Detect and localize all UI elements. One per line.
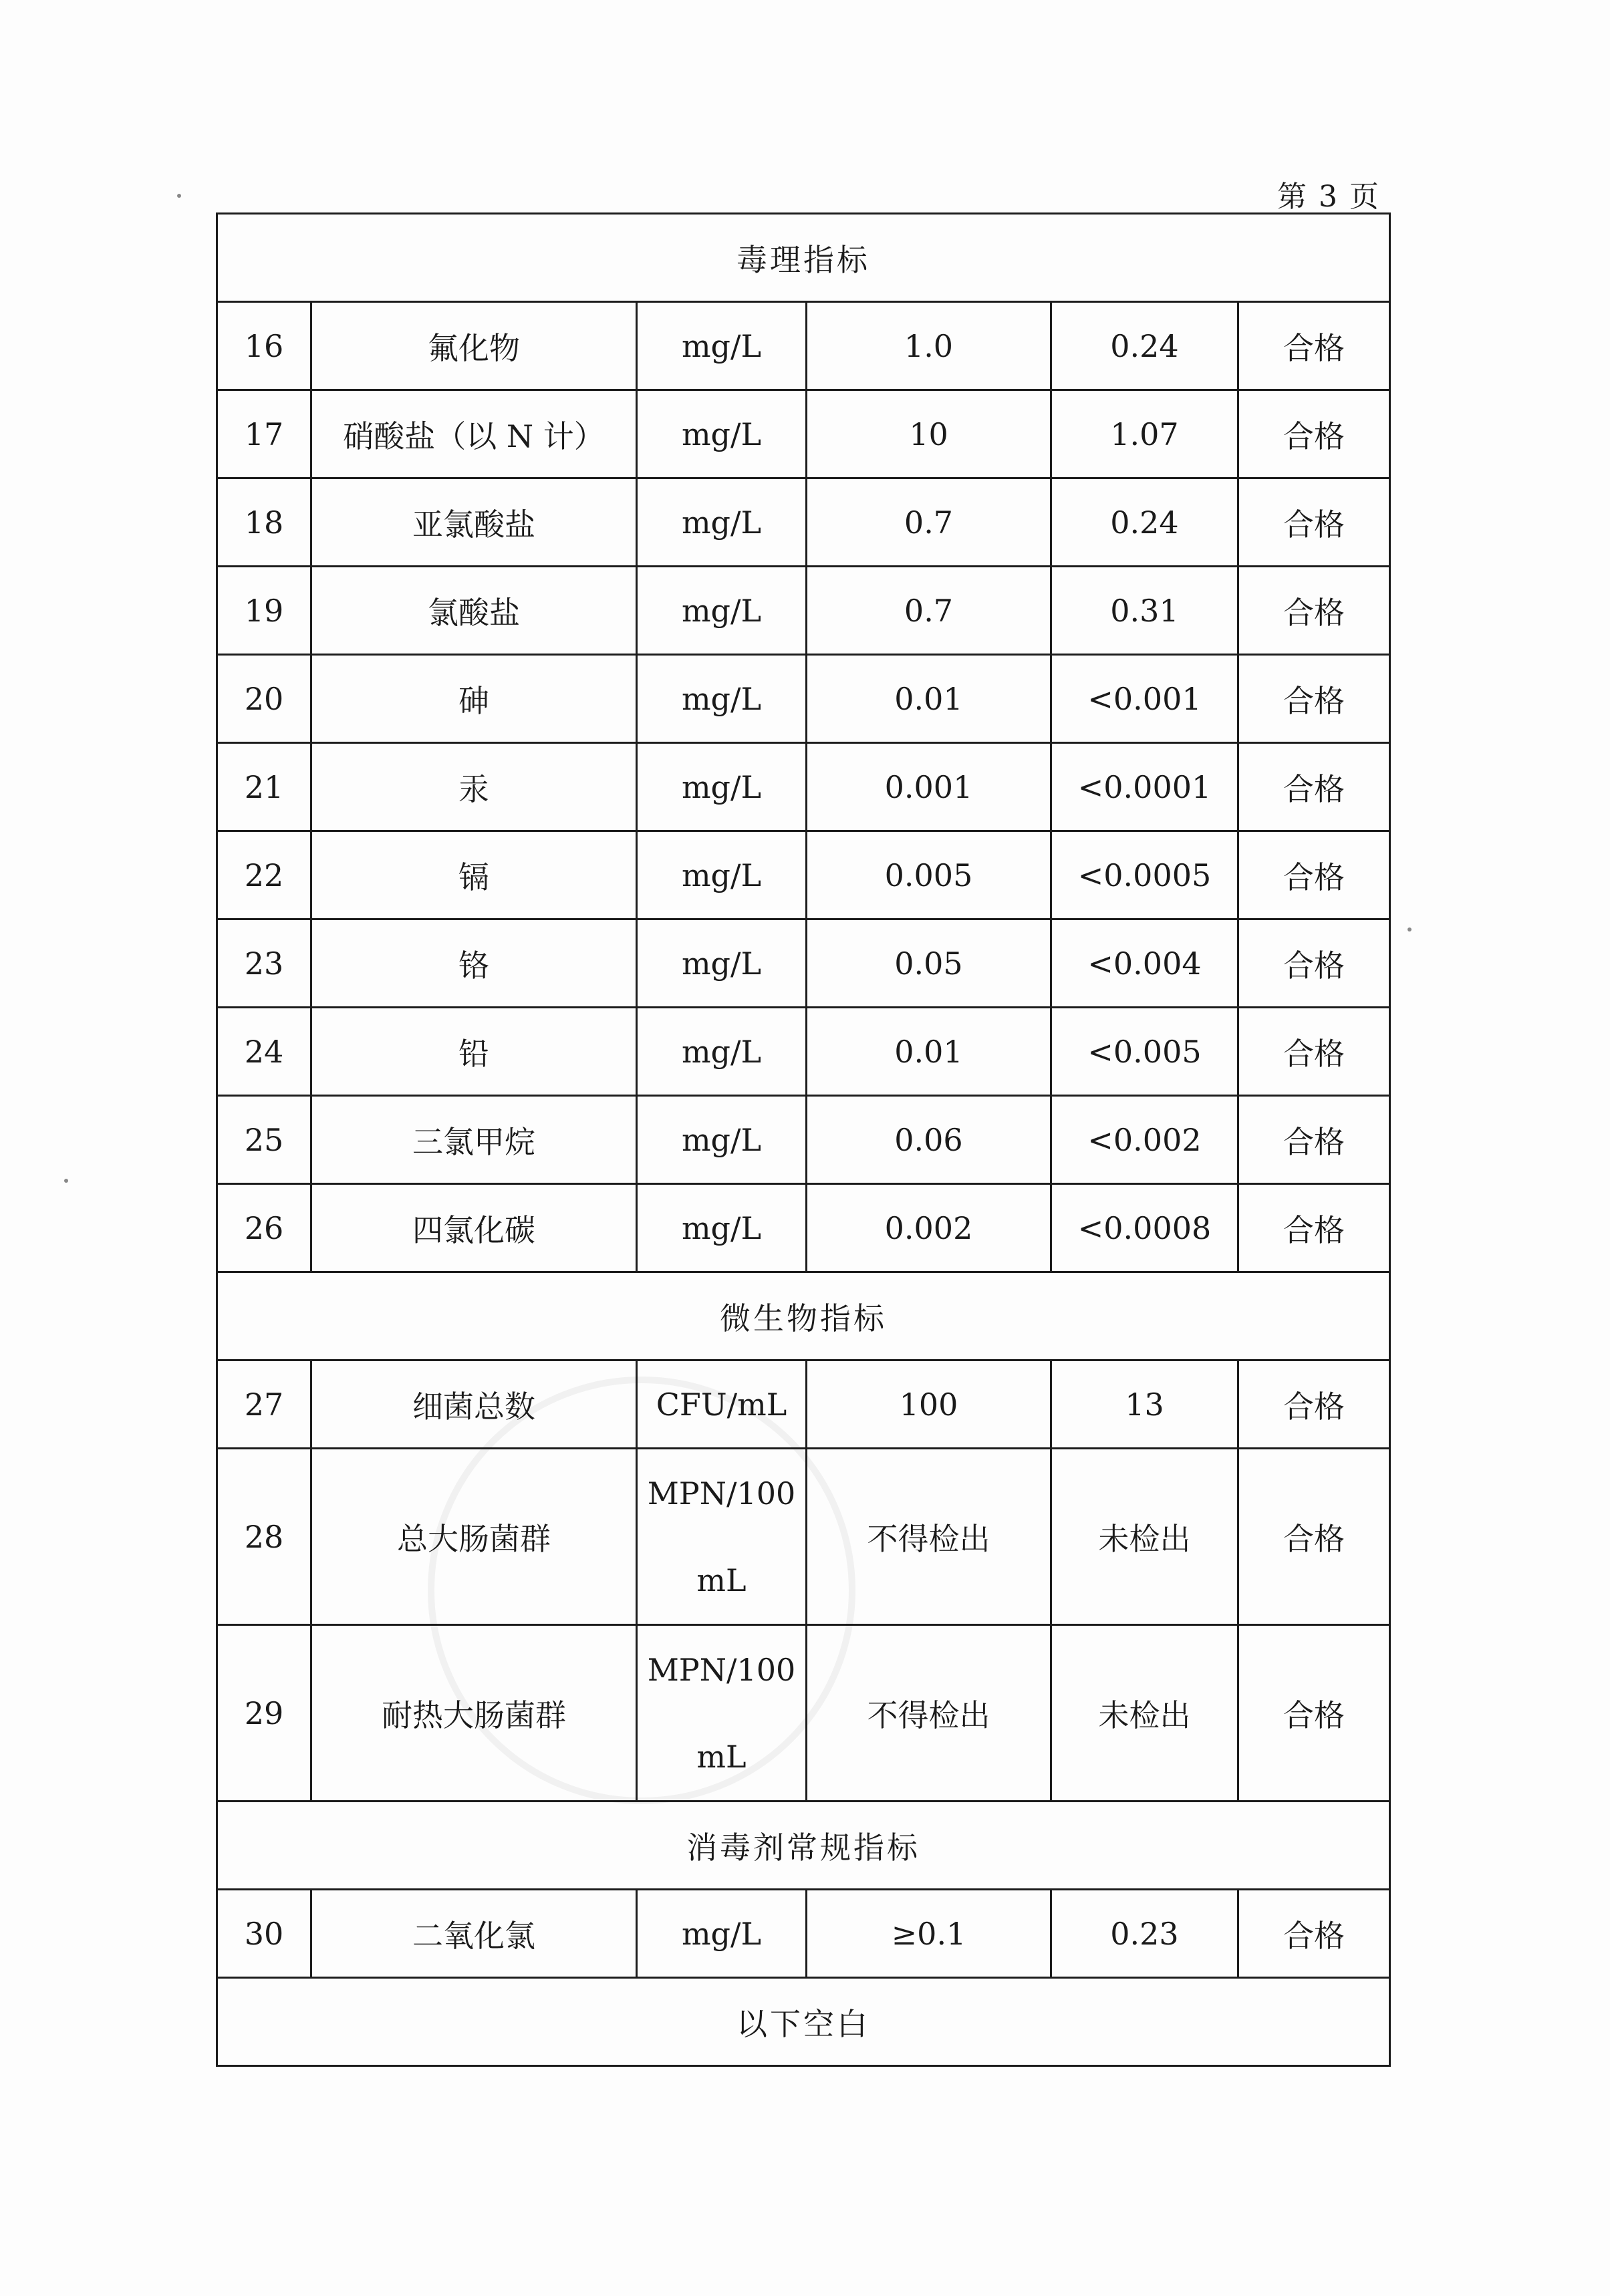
cell-unit: mg/L [637,1184,807,1272]
cell-item: 汞 [311,743,637,831]
scan-speck [177,194,181,198]
cell-unit: mg/L [637,1008,807,1096]
cell-unit: mg/L [637,390,807,478]
cell-judgement: 合格 [1238,1625,1390,1802]
cell-result: 0.23 [1051,1890,1238,1978]
cell-item: 亚氯酸盐 [311,478,637,567]
cell-item: 硝酸盐（以 N 计） [311,390,637,478]
cell-no: 20 [217,655,311,743]
cell-unit: mg/L [637,1096,807,1184]
cell-no: 18 [217,478,311,567]
table-row [217,302,1390,390]
water-quality-results-table [216,212,1391,2067]
cell-result: 0.24 [1051,478,1238,567]
table-row [217,1096,1390,1184]
page-number: 第 3 页 [1277,180,1380,214]
cell-unit: mg/L [637,567,807,655]
cell-item: 氯酸盐 [311,567,637,655]
table-row [217,919,1390,1008]
scan-speck [1407,927,1412,931]
table-row [217,1008,1390,1096]
table-row [217,567,1390,655]
cell-item: 镉 [311,831,637,919]
cell-result: <0.0005 [1051,831,1238,919]
cell-result: 0.31 [1051,567,1238,655]
table-row [217,1890,1390,1978]
unit-line: mL [696,1562,747,1598]
unit-line: MPN/100 [647,1475,796,1512]
cell-no: 16 [217,302,311,390]
cell-item: 三氯甲烷 [311,1096,637,1184]
cell-unit [637,1625,807,1802]
cell-item: 总大肠菌群 [311,1449,637,1625]
cell-no: 17 [217,390,311,478]
cell-result: <0.004 [1051,919,1238,1008]
cell-judgement: 合格 [1238,302,1390,390]
table-body [217,214,1390,2066]
cell-judgement: 合格 [1238,567,1390,655]
cell-item: 二氧化氯 [311,1890,637,1978]
cell-judgement: 合格 [1238,390,1390,478]
cell-unit: mg/L [637,478,807,567]
cell-judgement: 合格 [1238,1096,1390,1184]
section-header: 微生物指标 [217,1272,1390,1360]
table-row [217,390,1390,478]
cell-item: 耐热大肠菌群 [311,1625,637,1802]
cell-item: 氟化物 [311,302,637,390]
unit-line: MPN/100 [647,1651,796,1688]
cell-limit: 0.01 [807,655,1051,743]
table-row [217,1625,1390,1802]
cell-judgement: 合格 [1238,919,1390,1008]
cell-no: 21 [217,743,311,831]
table-row [217,831,1390,919]
cell-limit: 100 [807,1360,1051,1449]
cell-unit: mg/L [637,831,807,919]
cell-item: 砷 [311,655,637,743]
cell-limit: 不得检出 [807,1449,1051,1625]
scan-speck [64,1179,68,1183]
cell-judgement: 合格 [1238,831,1390,919]
table-row [217,1184,1390,1272]
unit-line: mL [696,1738,747,1775]
cell-judgement: 合格 [1238,655,1390,743]
cell-limit: 0.05 [807,919,1051,1008]
cell-no: 27 [217,1360,311,1449]
cell-judgement: 合格 [1238,478,1390,567]
cell-result: 0.24 [1051,302,1238,390]
cell-item: 铅 [311,1008,637,1096]
cell-no: 19 [217,567,311,655]
cell-item: 细菌总数 [311,1360,637,1449]
cell-judgement: 合格 [1238,1449,1390,1625]
cell-no: 30 [217,1890,311,1978]
cell-result: <0.001 [1051,655,1238,743]
cell-unit: mg/L [637,302,807,390]
section-header: 毒理指标 [217,214,1390,302]
cell-result: 未检出 [1051,1625,1238,1802]
cell-no: 29 [217,1625,311,1802]
cell-limit: 10 [807,390,1051,478]
cell-no: 22 [217,831,311,919]
cell-limit: 1.0 [807,302,1051,390]
cell-judgement: 合格 [1238,1890,1390,1978]
cell-no: 26 [217,1184,311,1272]
cell-result: <0.0008 [1051,1184,1238,1272]
cell-limit: 0.01 [807,1008,1051,1096]
cell-result: 13 [1051,1360,1238,1449]
cell-item: 四氯化碳 [311,1184,637,1272]
cell-unit: mg/L [637,919,807,1008]
cell-limit: 0.001 [807,743,1051,831]
cell-unit: mg/L [637,743,807,831]
cell-limit: 0.7 [807,478,1051,567]
cell-judgement: 合格 [1238,743,1390,831]
cell-no: 24 [217,1008,311,1096]
cell-result: <0.002 [1051,1096,1238,1184]
cell-limit: ≥0.1 [807,1890,1051,1978]
table-row [217,478,1390,567]
table-row [217,1449,1390,1625]
cell-unit: mg/L [637,655,807,743]
cell-result: <0.0001 [1051,743,1238,831]
cell-judgement: 合格 [1238,1008,1390,1096]
cell-result: 未检出 [1051,1449,1238,1625]
cell-no: 25 [217,1096,311,1184]
cell-item: 铬 [311,919,637,1008]
cell-limit: 0.7 [807,567,1051,655]
cell-limit: 0.06 [807,1096,1051,1184]
table-row [217,655,1390,743]
cell-judgement: 合格 [1238,1360,1390,1449]
cell-no: 28 [217,1449,311,1625]
cell-unit [637,1449,807,1625]
cell-limit: 0.002 [807,1184,1051,1272]
cell-no: 23 [217,919,311,1008]
table-row [217,743,1390,831]
table-footer-note: 以下空白 [217,1978,1390,2066]
section-header: 消毒剂常规指标 [217,1802,1390,1890]
cell-limit: 不得检出 [807,1625,1051,1802]
cell-unit: CFU/mL [637,1360,807,1449]
cell-judgement: 合格 [1238,1184,1390,1272]
table-row [217,1360,1390,1449]
cell-result: 1.07 [1051,390,1238,478]
cell-unit: mg/L [637,1890,807,1978]
cell-result: <0.005 [1051,1008,1238,1096]
cell-limit: 0.005 [807,831,1051,919]
